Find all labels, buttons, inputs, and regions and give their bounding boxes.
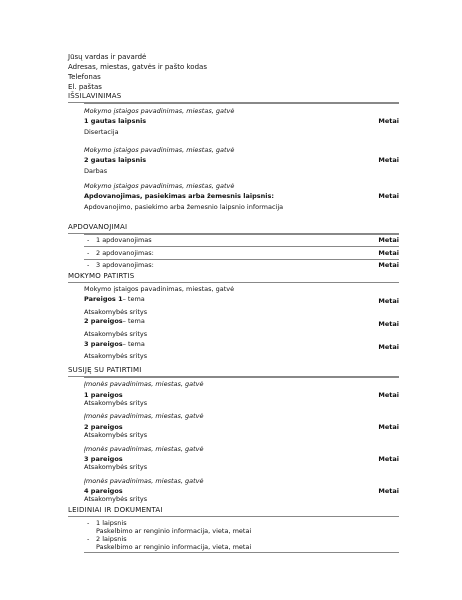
teaching-year: Metai [378, 343, 399, 351]
education-school: Mokymo įstaigos pavadinimas, miestas, gatvė [84, 182, 235, 190]
award-label: 3 apdovanojimas: [96, 261, 154, 269]
divider [84, 246, 399, 247]
related-company: Įmonės pavadinimas, miestas, gatvė [84, 445, 204, 453]
divider [84, 259, 399, 260]
position-title: 2 pareigos [84, 317, 123, 325]
teaching-duties: Atsakomybės sritys [84, 308, 148, 316]
related-duties: Atsakomybės sritys [84, 431, 148, 439]
section-heading-teaching: MOKYMO PATIRTIS [68, 272, 399, 283]
bullet-dash: - [87, 236, 90, 244]
related-year: Metai [378, 487, 399, 495]
related-company: Įmonės pavadinimas, miestas, gatvė [84, 380, 204, 388]
related-title: 4 pareigos [84, 487, 123, 495]
teaching-position [84, 317, 145, 325]
award-year: Metai [378, 236, 399, 244]
education-year: Metai [378, 156, 399, 164]
related-year: Metai [378, 455, 399, 463]
education-year: Metai [378, 192, 399, 200]
related-title: 3 pareigos [84, 455, 123, 463]
position-title: Pareigos 1 [84, 295, 123, 303]
award-year: Metai [378, 249, 399, 257]
position-title: 3 pareigos [84, 340, 123, 348]
education-note: Apdovanojimo, pasiekimo arba žemesnio laipsnio informacija [84, 203, 284, 211]
teaching-year: Metai [378, 320, 399, 328]
divider [84, 234, 399, 235]
publication-detail: Paskelbimo ar renginio informacija, vieta, metai [96, 543, 252, 551]
contact-block [68, 52, 207, 92]
section-heading-education: IŠSILAVINIMAS [68, 92, 399, 103]
education-note: Disertacija [84, 128, 119, 136]
teaching-position [84, 340, 145, 348]
publication-detail: Paskelbimo ar renginio informacija, vieta, metai [96, 527, 252, 535]
bullet-dash: - [87, 249, 90, 257]
contact-name: Jūsų vardas ir pavardė [68, 53, 147, 61]
contact-email: El. paštas [68, 83, 102, 91]
related-duties: Atsakomybės sritys [84, 399, 148, 407]
teaching-duties: Atsakomybės sritys [84, 330, 148, 338]
section-heading-publications: LEIDINIAI IR DOKUMENTAI [68, 506, 399, 517]
award-label: 2 apdovanojimas: [96, 249, 154, 257]
position-topic: – tema [122, 317, 145, 325]
bullet-dash: - [87, 519, 90, 527]
related-title: 2 pareigos [84, 423, 123, 431]
education-school: Mokymo įstaigos pavadinimas, miestas, gatvė [84, 107, 235, 115]
education-school: Mokymo įstaigos pavadinimas, miestas, gatvė [84, 146, 235, 154]
related-company: Įmonės pavadinimas, miestas, gatvė [84, 412, 204, 420]
bullet-dash: - [87, 261, 90, 269]
position-topic: – tema [122, 340, 145, 348]
teaching-school: Mokymo įstaigos pavadinimas, miestas, gatvė [84, 285, 235, 293]
teaching-position [84, 295, 145, 303]
divider [84, 552, 399, 553]
divider [84, 377, 399, 378]
education-degree: 1 gautas laipsnis [84, 117, 147, 125]
publication-title: 1 laipsnis [96, 519, 127, 527]
publication-title: 2 laipsnis [96, 535, 127, 543]
award-year: Metai [378, 261, 399, 269]
education-degree: 2 gautas laipsnis [84, 156, 147, 164]
bullet-dash: - [87, 535, 90, 543]
position-topic: – tema [122, 295, 145, 303]
related-duties: Atsakomybės sritys [84, 495, 148, 503]
related-duties: Atsakomybės sritys [84, 463, 148, 471]
section-heading-related: SUSIJĘ SU PATIRTIMI [68, 366, 399, 377]
section-heading-awards: APDOVANOJIMAI [68, 223, 399, 234]
contact-address: Adresas, miestas, gatvės ir pašto kodas [68, 63, 207, 71]
education-note: Darbas [84, 167, 108, 175]
related-company: Įmonės pavadinimas, miestas, gatvė [84, 477, 204, 485]
award-label: 1 apdovanojimas [96, 236, 152, 244]
teaching-year: Metai [378, 297, 399, 305]
education-year: Metai [378, 117, 399, 125]
education-degree: Apdovanojimas, pasiekimas arba žemesnis laipsnis: [84, 192, 274, 200]
related-year: Metai [378, 423, 399, 431]
teaching-duties: Atsakomybės sritys [84, 352, 148, 360]
related-title: 1 pareigos [84, 391, 123, 399]
related-year: Metai [378, 391, 399, 399]
contact-phone: Telefonas [68, 73, 101, 81]
divider [84, 103, 399, 104]
